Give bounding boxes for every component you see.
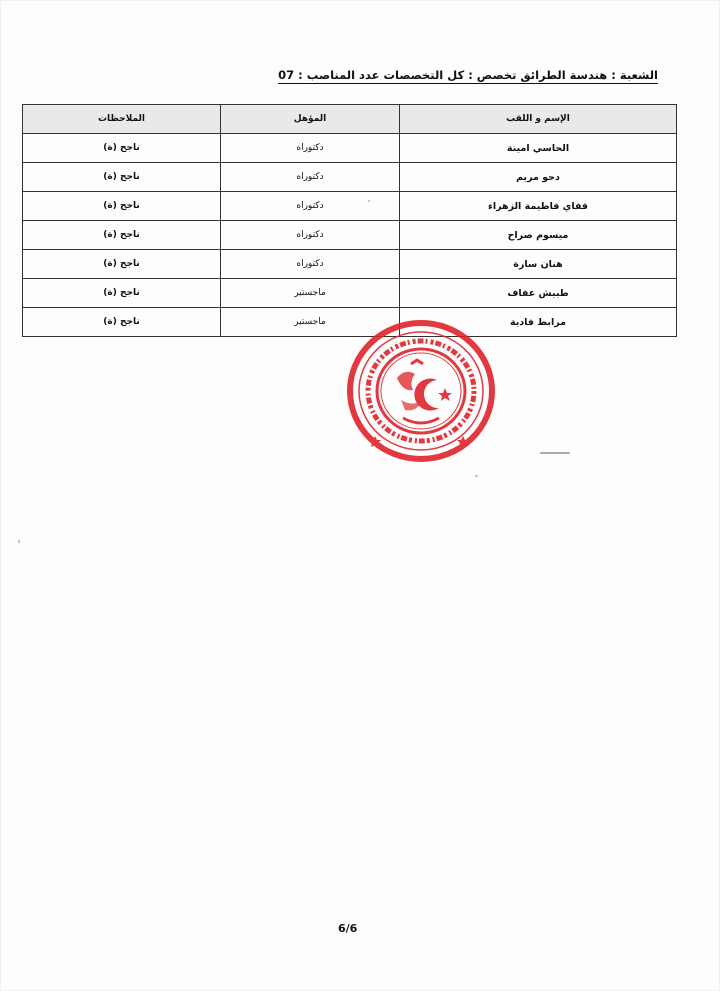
cell-name: ميسوم صراح xyxy=(400,221,677,250)
official-seal-stamp xyxy=(345,318,497,464)
cell-name: هنان سارة xyxy=(400,250,677,279)
cell-qualification: دكتوراه xyxy=(221,163,400,192)
cell-qualification: دكتوراه xyxy=(221,221,400,250)
table-row xyxy=(23,163,677,192)
section-header: الشعبة : هندسة الطرائق تخصص : كل التخصصات عدد المناصب : 07 xyxy=(278,68,658,82)
cell-name: دحو مريم xyxy=(400,163,677,192)
cell-qualification: دكتوراه xyxy=(221,192,400,221)
cell-note: ناجح (ة) xyxy=(23,192,221,221)
table-row xyxy=(23,192,677,221)
table-header-row xyxy=(23,105,677,134)
table-row xyxy=(23,134,677,163)
cell-note: ناجح (ة) xyxy=(23,250,221,279)
cell-qualification: دكتوراه xyxy=(221,134,400,163)
results-table xyxy=(22,104,677,337)
table-row xyxy=(23,221,677,250)
cell-name: قفاي فاطيمة الزهراء xyxy=(400,192,677,221)
cell-note: ناجح (ة) xyxy=(23,134,221,163)
cell-qualification: ماجستير xyxy=(221,279,400,308)
cell-note: ناجح (ة) xyxy=(23,163,221,192)
column-header-name: الإسم و اللقب xyxy=(400,105,677,134)
cell-qualification: ماجستير xyxy=(221,308,400,337)
cell-qualification: دكتوراه xyxy=(221,250,400,279)
scan-mark xyxy=(368,200,370,202)
scan-mark xyxy=(475,475,478,477)
table-row xyxy=(23,250,677,279)
table-row xyxy=(23,279,677,308)
cell-note: ناجح (ة) xyxy=(23,308,221,337)
cell-name: طبيش عفاف xyxy=(400,279,677,308)
cell-name: مرابط فادية xyxy=(400,308,677,337)
scan-mark xyxy=(18,540,20,543)
cell-note: ناجح (ة) xyxy=(23,221,221,250)
page-number: 6/6 xyxy=(338,922,358,935)
cell-name: الحاسي امينة xyxy=(400,134,677,163)
column-header-qualification: المؤهل xyxy=(221,105,400,134)
scan-mark xyxy=(540,452,570,454)
column-header-notes: الملاحظات xyxy=(23,105,221,134)
cell-note: ناجح (ة) xyxy=(23,279,221,308)
